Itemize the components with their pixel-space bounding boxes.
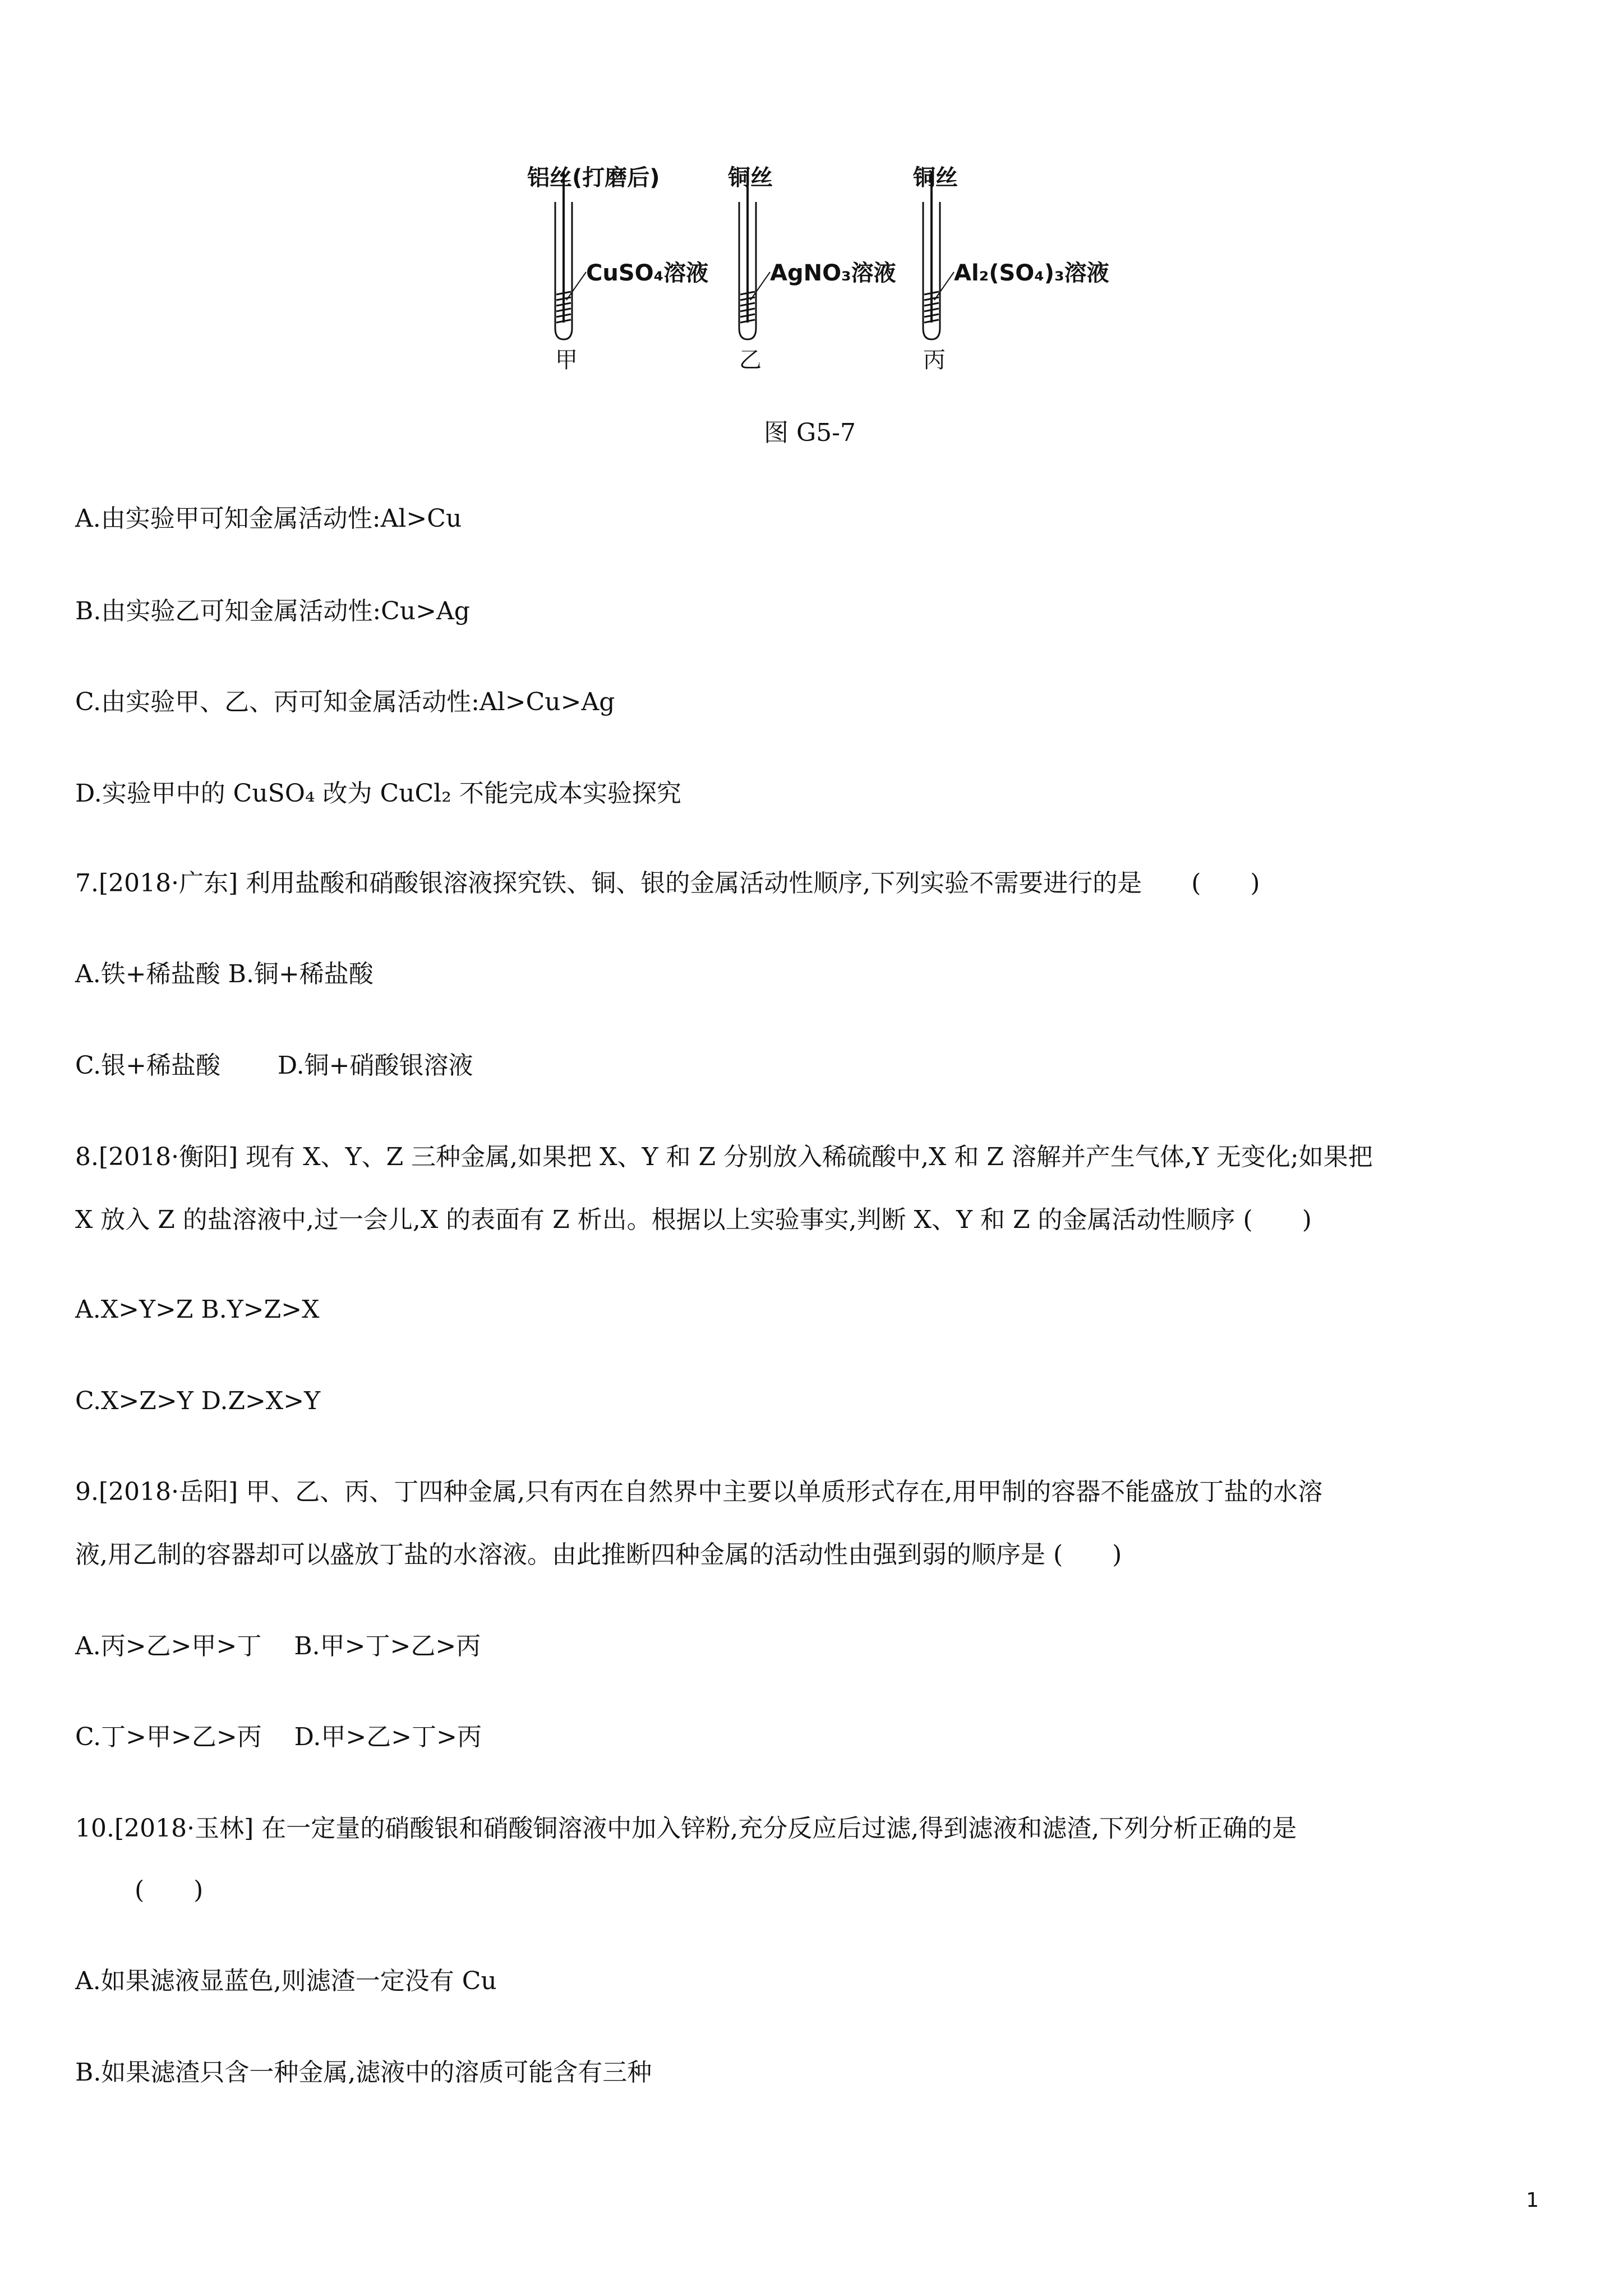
- q9-stem-line1: 9.[2018·岳阳] 甲、乙、丙、丁四种金属,只有丙在自然界中主要以单质形式存在,用甲制的容器不能盛放丁盐的水溶: [75, 1478, 1323, 1506]
- q8-stem-line1: 8.[2018·衡阳] 现有 X、Y、Z 三种金属,如果把 X、Y 和 Z 分别放入稀硫酸中,X 和 Z 溶解并产生气体,Y 无变化;如果把: [75, 1143, 1373, 1171]
- q8-stem-line2: X 放入 Z 的盐溶液中,过一会儿,X 的表面有 Z 析出。根据以上实验事实,判断 X、Y 和 Z 的金属活动性顺序 ( ): [75, 1205, 1312, 1234]
- q6-option-c: C.由实验甲、乙、丙可知金属活动性:Al>Cu>Ag: [75, 688, 615, 716]
- solution-label-bing: Al₂(SO₄)₃溶液: [954, 260, 1109, 286]
- q10-stem-line2: ( ): [135, 1876, 204, 1904]
- q6-option-d: D.实验甲中的 CuSO₄ 改为 CuCl₂ 不能完成本实验探究: [75, 779, 681, 808]
- page-number: 1: [1526, 2189, 1539, 2212]
- tube-jia: [555, 171, 586, 339]
- test-tube-figure: [527, 160, 1122, 373]
- q10-stem-line1: 10.[2018·玉林] 在一定量的硝酸银和硝酸铜溶液中加入锌粉,充分反应后过滤,得到滤液和滤渣,下列分析正确的是: [75, 1814, 1297, 1843]
- tube-name-bing: 丙: [923, 347, 946, 373]
- q9-stem-line2: 液,用乙制的容器却可以盛放丁盐的水溶液。由此推断四种金属的活动性由强到弱的顺序是 ( ): [75, 1540, 1122, 1569]
- q6-option-a: A.由实验甲可知金属活动性:Al>Cu: [75, 504, 462, 533]
- tube-bing: [923, 171, 954, 339]
- q7-option-ab: A.铁+稀盐酸 B.铜+稀盐酸: [75, 960, 374, 988]
- q10-option-b: B.如果滤渣只含一种金属,滤液中的溶质可能含有三种: [75, 2058, 652, 2087]
- figure-caption: 图 G5-7: [764, 418, 856, 447]
- q6-option-b: B.由实验乙可知金属活动性:Cu>Ag: [75, 597, 470, 625]
- solution-label-jia: CuSO₄溶液: [586, 260, 709, 286]
- q7-option-cd: C.银+稀盐酸 D.铜+硝酸银溶液: [75, 1051, 473, 1080]
- q10-option-a: A.如果滤液显蓝色,则滤渣一定没有 Cu: [75, 1967, 497, 1995]
- q8-option-ab: A.X>Y>Z B.Y>Z>X: [75, 1295, 320, 1324]
- tube-name-yi: 乙: [739, 347, 762, 373]
- wire-label-bing: 铜丝: [913, 165, 958, 191]
- q9-option-cd: C.丁>甲>乙>丙 D.甲>乙>丁>丙: [75, 1723, 482, 1751]
- q9-option-ab: A.丙>乙>甲>丁 B.甲>丁>乙>丙: [75, 1632, 481, 1660]
- solution-label-yi: AgNO₃溶液: [770, 260, 896, 286]
- wire-label-yi: 铜丝: [728, 165, 773, 191]
- q8-option-cd: C.X>Z>Y D.Z>X>Y: [75, 1387, 321, 1415]
- wire-label-jia: 铝丝(打磨后): [527, 165, 660, 191]
- q7-stem: 7.[2018·广东] 利用盐酸和硝酸银溶液探究铁、铜、银的金属活动性顺序,下列实验不需要进行的是 ( ): [75, 869, 1260, 898]
- tube-yi: [739, 171, 770, 339]
- tube-name-jia: 甲: [555, 347, 578, 373]
